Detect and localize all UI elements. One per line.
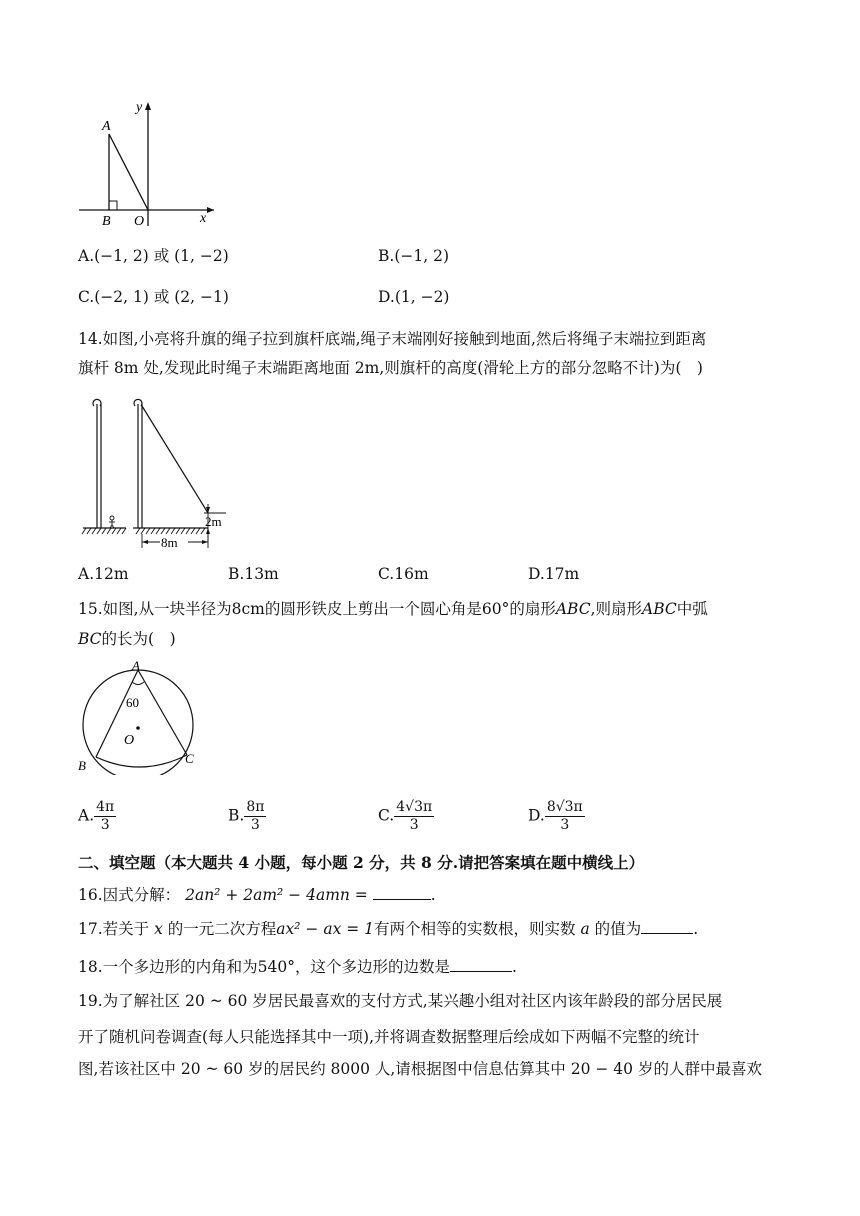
q13-option-c[interactable]: [78, 287, 229, 307]
q14-line-2: 旗杆 8m 处,发现此时绳子末端距离地面 2m,则旗杆的高度(滑轮上方的部分忽略不计)为( ): [78, 359, 703, 377]
q13-label-y: y: [136, 100, 143, 115]
q15-option-a-den: 3: [100, 817, 110, 833]
q14-line-1: 14.如图,小亮将升旗的绳子拉到旗杆底端,绳子末端刚好接触到地面,然后将绳子末端拉到距离: [78, 330, 707, 348]
q15-option-b-num: 8π: [246, 799, 265, 815]
q18-angle: 540°: [257, 958, 295, 976]
q17-var-a: a: [580, 920, 590, 938]
q15-sector-1: ABC: [555, 600, 591, 618]
q15-option-d-num: 8√3π: [546, 799, 583, 815]
section-2-title: 二、填空题（本大题共 4 小题，每小题 2 分，共 8 分.请把答案填在题中横线上）: [78, 853, 645, 872]
q15-label-angle: 60: [126, 695, 139, 710]
q15-option-a-fraction: [94, 799, 116, 834]
q17-equation: ax² − ax = 1: [276, 920, 375, 938]
q14-option-b[interactable]: [228, 564, 279, 584]
q17-line: [78, 919, 698, 939]
q13-option-d[interactable]: [378, 287, 449, 307]
q14-option-d-letter: D.: [528, 565, 545, 583]
q18-answer-blank[interactable]: [450, 957, 512, 972]
q15-option-c-fraction: [394, 799, 434, 834]
q15-option-a[interactable]: [78, 799, 116, 834]
q14-option-c-letter: C.: [378, 565, 395, 583]
q15-option-c-letter: C.: [378, 806, 395, 825]
q13-option-b-text: (−1, 2): [394, 247, 449, 265]
q18-text-b: ，这个多边形的边数是: [295, 958, 451, 976]
q15-option-b[interactable]: [228, 799, 266, 834]
q18-end: .: [512, 958, 517, 976]
q14-option-d[interactable]: [528, 564, 579, 584]
q13-label-x: x: [200, 211, 207, 226]
q14-height-label: 2m: [205, 514, 222, 529]
q16-answer-blank[interactable]: [373, 885, 431, 900]
q15-radius: 8cm: [231, 600, 265, 618]
q15-option-b-den: 3: [250, 817, 260, 833]
q13-option-c-text: (−2, 1) 或 (2, −1): [94, 288, 229, 306]
q14-option-c-text: 16m: [394, 565, 429, 583]
q16-expression: 2an² + 2am² − 4amn =: [185, 886, 368, 904]
q15-option-b-fraction: [244, 799, 266, 834]
q15-option-b-letter: B.: [228, 806, 245, 825]
q14-option-a[interactable]: [78, 564, 129, 584]
q17-var-x: x: [154, 920, 163, 938]
q15-label-o: O: [124, 733, 135, 748]
q16-end: .: [430, 886, 436, 904]
q15-angle: 60°: [481, 600, 510, 618]
q13-option-a-letter: A.: [78, 247, 95, 265]
q19-line-1: 19.为了解社区 20 ~ 60 岁居民最喜欢的支付方式,某兴趣小组对社区内该年龄段的部分居民展: [78, 992, 723, 1010]
q15-option-d-den: 3: [560, 817, 570, 833]
q14-option-b-text: 13m: [244, 565, 279, 583]
q15-option-c-num: 4√3π: [396, 799, 433, 815]
q15-line-2: [78, 629, 176, 649]
q14-option-a-letter: A.: [78, 565, 95, 583]
q13-option-a[interactable]: [78, 246, 229, 266]
q17-text-a: 17.若关于: [78, 920, 150, 938]
q15-line-1: [78, 599, 708, 619]
q19-line-2: 开了随机问卷调查(每人只能选择其中一项),并将调查数据整理后绘成如下两幅不完整的统计: [78, 1028, 700, 1046]
q13-option-c-letter: C.: [78, 288, 95, 306]
q15-option-c[interactable]: [378, 799, 434, 834]
q14-option-a-text: 12m: [94, 565, 129, 583]
q15-label-a: A: [132, 660, 140, 673]
q18-line: [78, 957, 517, 977]
q15-arc: BC: [78, 630, 102, 648]
q14-distance-label: 8m: [161, 535, 178, 550]
q15-text-d: ,则扇形: [590, 600, 643, 618]
q17-text-d: 的值为: [594, 920, 642, 938]
q15-text-c: 的扇形: [509, 600, 556, 618]
q15-figure: [76, 660, 206, 775]
q15-text-a: 15.如图,从一块半径为: [78, 600, 232, 618]
q15-text-e: 中弧: [676, 600, 708, 618]
q15-option-d[interactable]: [528, 799, 585, 834]
q17-text-b: 的一元二次方程: [167, 920, 277, 938]
q16-text: 16.因式分解：: [78, 886, 181, 904]
q15-label-b: B: [78, 758, 86, 773]
q13-option-a-text: (−1, 2) 或 (1, −2): [94, 247, 229, 265]
q17-answer-blank[interactable]: [641, 919, 693, 934]
q15-text-b: 的圆形铁皮上剪出一个圆心角是: [264, 600, 482, 618]
q13-option-d-text: (1, −2): [394, 288, 450, 306]
q13-figure: [76, 98, 226, 228]
q18-text-a: 18.一个多边形的内角和为: [78, 958, 258, 976]
q15-option-d-fraction: [545, 799, 585, 834]
q17-text-c: 有两个相等的实数根，则实数: [374, 920, 576, 938]
q13-label-a: A: [102, 119, 111, 134]
q13-label-b: B: [102, 214, 111, 228]
q13-label-o: O: [134, 214, 145, 228]
q15-label-c: C: [185, 751, 194, 766]
q13-option-b-letter: B.: [378, 247, 395, 265]
q13-option-b[interactable]: [378, 246, 449, 266]
q16-line: [78, 885, 436, 905]
q14-figure: [78, 392, 238, 552]
q19-line-3: 图,若该社区中 20 ~ 60 岁的居民约 8000 人,请根据图中信息估算其中 20 − 40 岁的人群中最喜欢: [78, 1060, 762, 1078]
q14-option-c[interactable]: [378, 564, 429, 584]
q15-option-a-letter: A.: [78, 806, 95, 825]
q15-text-f: 的长为( ): [101, 630, 176, 648]
q14-option-d-text: 17m: [544, 565, 580, 583]
q15-option-c-den: 3: [409, 817, 419, 833]
q15-option-a-num: 4π: [96, 799, 115, 815]
q14-option-b-letter: B.: [228, 565, 245, 583]
q15-sector-2: ABC: [642, 600, 677, 618]
q13-option-d-letter: D.: [378, 288, 395, 306]
q17-end: .: [693, 920, 699, 938]
q15-option-d-letter: D.: [528, 806, 545, 825]
